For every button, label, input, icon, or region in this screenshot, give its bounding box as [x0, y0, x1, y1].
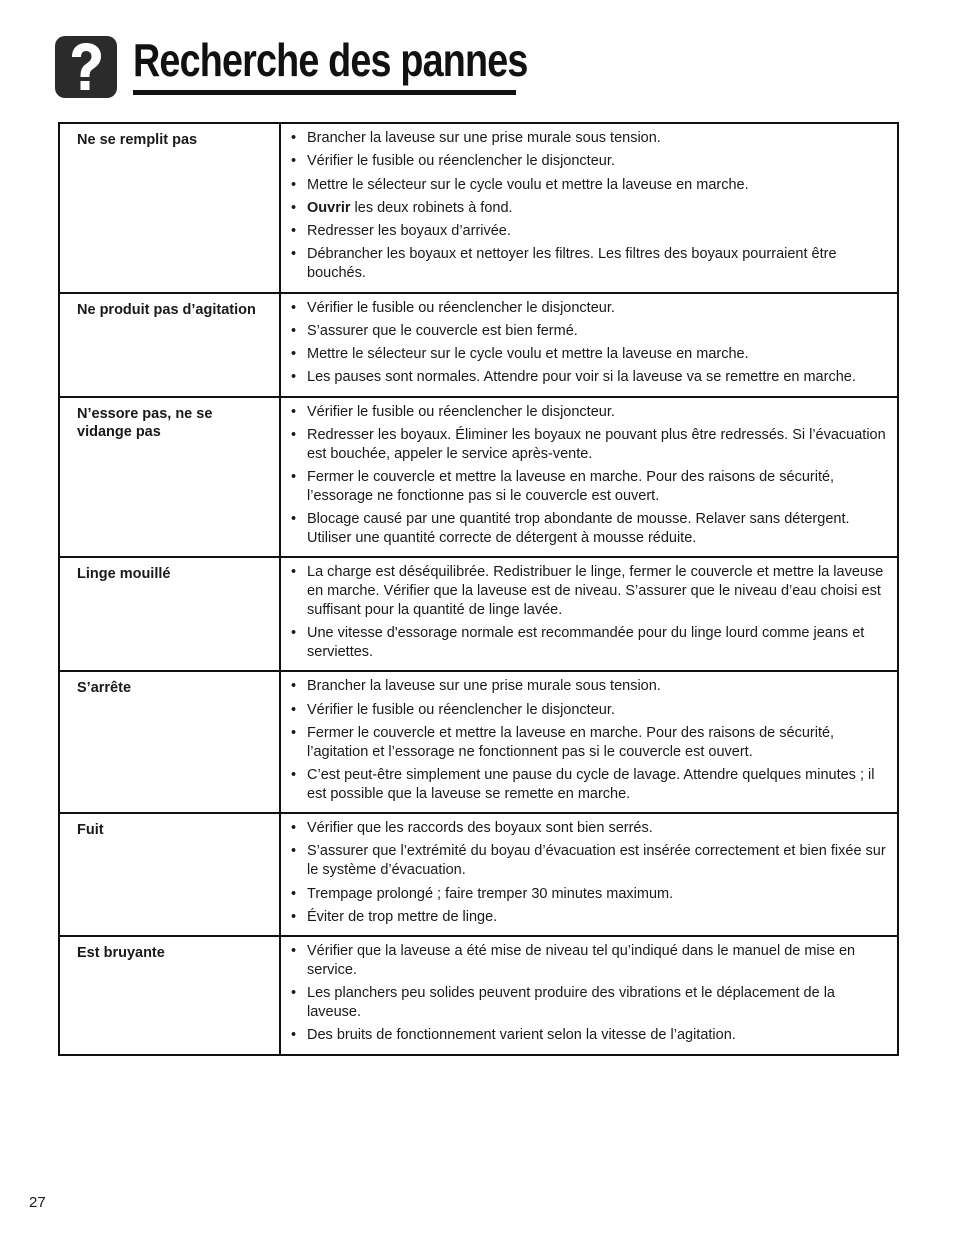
- solution-text: Mettre le sélecteur sur le cycle voulu et mettre la laveuse en marche.: [307, 346, 749, 363]
- problem-label: N’essore pas, ne se vidange pas: [59, 397, 280, 558]
- solution-item: [290, 152, 887, 171]
- solution-list: [290, 677, 887, 803]
- table-row: [59, 813, 898, 936]
- problem-label: Fuit: [59, 813, 280, 936]
- solution-item: [290, 245, 887, 283]
- solution-text: Mettre le sélecteur sur le cycle voulu et mettre la laveuse en marche.: [307, 176, 749, 193]
- solution-item: [290, 1026, 887, 1045]
- solution-item: [290, 468, 887, 506]
- solution-item: [290, 677, 887, 696]
- solution-item: [290, 403, 887, 422]
- solution-item: [290, 368, 887, 387]
- solution-item: [290, 199, 887, 218]
- solution-text: S’assurer que l’extrémité du boyau d’évacuation est insérée correctement et bien fixée sur le système d’évacuation.: [307, 843, 886, 879]
- table-row: [59, 671, 898, 813]
- solution-text: Vérifier le fusible ou réenclencher le disjoncteur.: [307, 403, 615, 420]
- solution-text: Trempage prolongé ; faire tremper 30 minutes maximum.: [307, 885, 674, 902]
- solution-item: [290, 299, 887, 318]
- problem-label: Ne produit pas d’agitation: [59, 293, 280, 397]
- solution-list: [290, 819, 887, 926]
- solutions-cell: [280, 557, 898, 671]
- solution-text: La charge est déséquilibrée. Redistribuer le linge, fermer le couvercle et mettre la laveuse en marche. Vérifier que la laveuse est de niveau. S’assurer que le niveau d’eau choisi est suffisant pour la quantité de linge lavée.: [307, 564, 884, 618]
- solution-emphasis: Ouvrir: [307, 199, 351, 216]
- page-title: Recherche des pannes: [133, 34, 528, 86]
- solution-item: [290, 345, 887, 364]
- solutions-cell: [280, 123, 898, 293]
- troubleshooting-table: [58, 122, 899, 1056]
- solution-list: [290, 563, 887, 661]
- solution-text: Vérifier le fusible ou réenclencher le disjoncteur.: [307, 153, 615, 170]
- problem-label: Est bruyante: [59, 936, 280, 1054]
- solution-item: [290, 510, 887, 548]
- solution-item: [290, 322, 887, 341]
- solutions-cell: [280, 293, 898, 397]
- solution-text: Redresser les boyaux d’arrivée.: [307, 223, 511, 240]
- solution-text: Fermer le couvercle et mettre la laveuse en marche. Pour des raisons de sécurité, l’agitation et l’essorage ne fonctionnent pas si le couvercle est ouvert.: [307, 724, 835, 760]
- solution-text: Vérifier le fusible ou réenclencher le disjoncteur.: [307, 299, 615, 316]
- problem-label: S’arrête: [59, 671, 280, 813]
- solution-text: Blocage causé par une quantité trop abondante de mousse. Relaver sans détergent. Utiliser une quantité correcte de détergent à mousse réduite.: [307, 511, 850, 547]
- solution-item: [290, 129, 887, 148]
- solution-item: [290, 563, 887, 619]
- table-row: [59, 293, 898, 397]
- solution-item: [290, 724, 887, 762]
- solution-text: Éviter de trop mettre de linge.: [307, 908, 498, 925]
- table-row: [59, 123, 898, 293]
- solutions-cell: [280, 671, 898, 813]
- page-number: 27: [29, 1194, 46, 1211]
- solution-text: Des bruits de fonctionnement varient selon la vitesse de l’agitation.: [307, 1027, 736, 1044]
- table-row: [59, 397, 898, 558]
- problem-label: Ne se remplit pas: [59, 123, 280, 293]
- solutions-cell: [280, 813, 898, 936]
- solution-text: Brancher la laveuse sur une prise murale sous tension.: [307, 678, 661, 695]
- solution-text: Fermer le couvercle et mettre la laveuse en marche. Pour des raisons de sécurité, l’essorage ne fonctionne pas si le couvercle est ouvert.: [307, 469, 835, 504]
- problem-label: Linge mouillé: [59, 557, 280, 671]
- solution-text: Une vitesse d'essorage normale est recommandée pour du linge lourd comme jeans et serviettes.: [307, 625, 865, 661]
- solutions-cell: [280, 936, 898, 1054]
- question-mark-icon: [55, 36, 117, 98]
- solution-item: [290, 842, 887, 880]
- solution-item: [290, 701, 887, 720]
- solution-item: [290, 222, 887, 241]
- solution-item: [290, 984, 887, 1022]
- solution-list: [290, 129, 887, 283]
- table-row: [59, 936, 898, 1054]
- solution-text: Les pauses sont normales. Attendre pour voir si la laveuse va se remettre en marche.: [307, 369, 856, 386]
- solution-item: [290, 426, 887, 464]
- solution-list: [290, 942, 887, 1045]
- title-underline: [133, 90, 516, 95]
- solution-text: Vérifier le fusible ou réenclencher le disjoncteur.: [307, 701, 615, 718]
- solution-text: Vérifier que la laveuse a été mise de niveau tel qu’indiqué dans le manuel de mise en service.: [307, 943, 856, 978]
- solution-text: Débrancher les boyaux et nettoyer les filtres. Les filtres des boyaux pourraient être bouchés.: [307, 246, 837, 282]
- solution-list: [290, 403, 887, 548]
- solution-text: Vérifier que les raccords des boyaux sont bien serrés.: [307, 820, 653, 837]
- solutions-cell: [280, 397, 898, 558]
- solution-item: [290, 942, 887, 980]
- solution-item: [290, 176, 887, 195]
- solution-text: Brancher la laveuse sur une prise murale sous tension.: [307, 130, 661, 146]
- solution-item: [290, 624, 887, 662]
- solution-item: [290, 885, 887, 904]
- solution-text: Les planchers peu solides peuvent produire des vibrations et le déplacement de la laveuse.: [307, 985, 835, 1020]
- table-row: [59, 557, 898, 671]
- solution-item: [290, 908, 887, 927]
- solution-list: [290, 299, 887, 388]
- solution-text: C’est peut-être simplement une pause du cycle de lavage. Attendre quelques minutes ; il est possible que la laveuse se remette en marche.: [307, 767, 875, 802]
- solution-item: [290, 819, 887, 838]
- solution-item: [290, 766, 887, 804]
- solution-text: les deux robinets à fond.: [350, 199, 513, 216]
- solution-text: Redresser les boyaux. Éliminer les boyaux ne pouvant plus être redressés. Si l’évacuation est bouchée, appeler le service après-vente.: [307, 427, 886, 462]
- solution-text: S’assurer que le couvercle est bien fermé.: [307, 322, 578, 339]
